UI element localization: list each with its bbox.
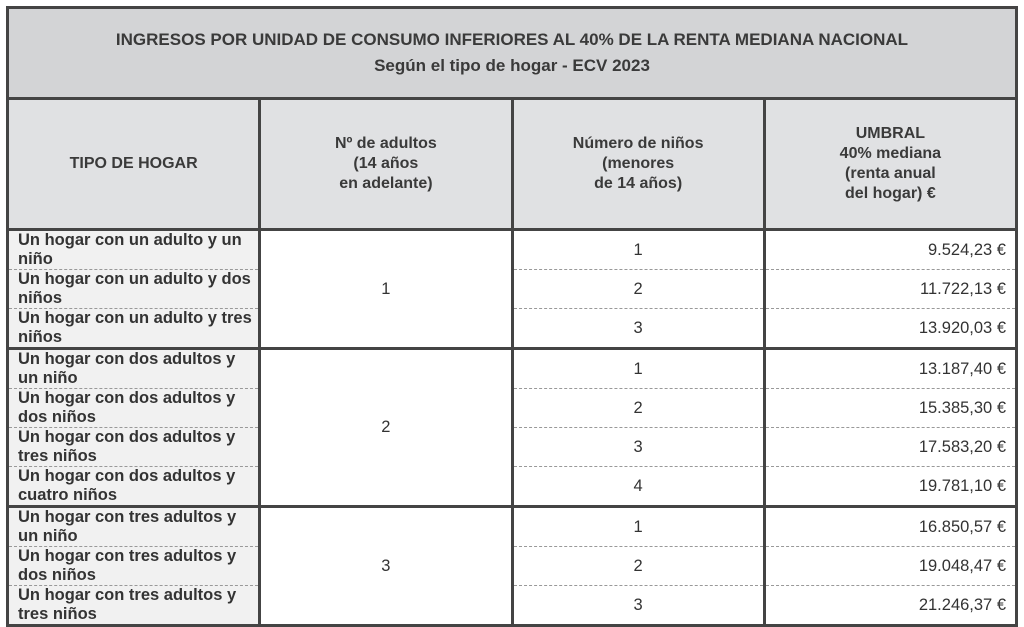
table-row (8, 428, 1017, 467)
header-tipo-hogar (8, 99, 260, 230)
ninos-cell: 3 (512, 428, 764, 467)
table-row (8, 309, 1017, 349)
table-row (8, 230, 1017, 270)
income-threshold-table (6, 6, 1018, 627)
table-row (8, 467, 1017, 507)
header-line: 40% mediana (839, 145, 942, 162)
umbral-cell: 9.524,23 € (764, 230, 1016, 270)
umbral-cell: 15.385,30 € (764, 389, 1016, 428)
umbral-cell: 19.781,10 € (764, 467, 1016, 507)
adultos-cell: 2 (260, 349, 512, 507)
subtitle-text: Según el tipo de hogar - ECV 2023 (374, 56, 650, 75)
header-line: (renta anual (845, 165, 936, 182)
table-row (8, 349, 1017, 389)
ninos-cell: 2 (512, 389, 764, 428)
ninos-cell: 3 (512, 586, 764, 626)
header-line: UMBRAL (855, 125, 926, 142)
umbral-cell: 19.048,47 € (764, 547, 1016, 586)
ninos-cell: 3 (512, 309, 764, 349)
header-line: Número de niños (572, 135, 704, 152)
tipo-hogar-cell: Un hogar con tres adultos y tres niños (8, 586, 260, 626)
ninos-cell: 1 (512, 230, 764, 270)
table-row (8, 270, 1017, 309)
ninos-cell: 2 (512, 547, 764, 586)
umbral-cell: 13.920,03 € (764, 309, 1016, 349)
adultos-cell: 3 (260, 507, 512, 626)
tipo-hogar-cell: Un hogar con tres adultos y dos niños (8, 547, 260, 586)
ninos-cell: 1 (512, 507, 764, 547)
header-line: (14 años (353, 155, 419, 172)
table-body (8, 230, 1017, 626)
tipo-hogar-cell: Un hogar con dos adultos y cuatro niños (8, 467, 260, 507)
ninos-cell: 4 (512, 467, 764, 507)
table-row (8, 389, 1017, 428)
umbral-cell: 21.246,37 € (764, 586, 1016, 626)
ninos-cell: 1 (512, 349, 764, 389)
umbral-cell: 17.583,20 € (764, 428, 1016, 467)
tipo-hogar-cell: Un hogar con un adulto y dos niños (8, 270, 260, 309)
table-title (8, 8, 1017, 99)
header-line: del hogar) € (845, 185, 936, 202)
adultos-cell: 1 (260, 230, 512, 349)
header-line: de 14 años) (594, 175, 683, 192)
tipo-hogar-cell: Un hogar con un adulto y tres niños (8, 309, 260, 349)
ninos-cell: 2 (512, 270, 764, 309)
header-adultos (260, 99, 512, 230)
header-line: (menores (602, 155, 675, 172)
header-line: Nº de adultos (334, 135, 437, 152)
header-line: en adelante) (339, 175, 433, 192)
tipo-hogar-cell: Un hogar con tres adultos y un niño (8, 507, 260, 547)
title-text: INGRESOS POR UNIDAD DE CONSUMO INFERIORES AL 40% DE LA RENTA MEDIANA NACIONAL (115, 30, 909, 49)
table-row (8, 547, 1017, 586)
table-row (8, 586, 1017, 626)
header-label: TIPO DE HOGAR (69, 155, 198, 172)
umbral-cell: 16.850,57 € (764, 507, 1016, 547)
tipo-hogar-cell: Un hogar con dos adultos y dos niños (8, 389, 260, 428)
umbral-cell: 11.722,13 € (764, 270, 1016, 309)
umbral-cell: 13.187,40 € (764, 349, 1016, 389)
table-row (8, 507, 1017, 547)
header-ninos (512, 99, 764, 230)
tipo-hogar-cell: Un hogar con dos adultos y un niño (8, 349, 260, 389)
tipo-hogar-cell: Un hogar con un adulto y un niño (8, 230, 260, 270)
header-umbral (764, 99, 1016, 230)
tipo-hogar-cell: Un hogar con dos adultos y tres niños (8, 428, 260, 467)
